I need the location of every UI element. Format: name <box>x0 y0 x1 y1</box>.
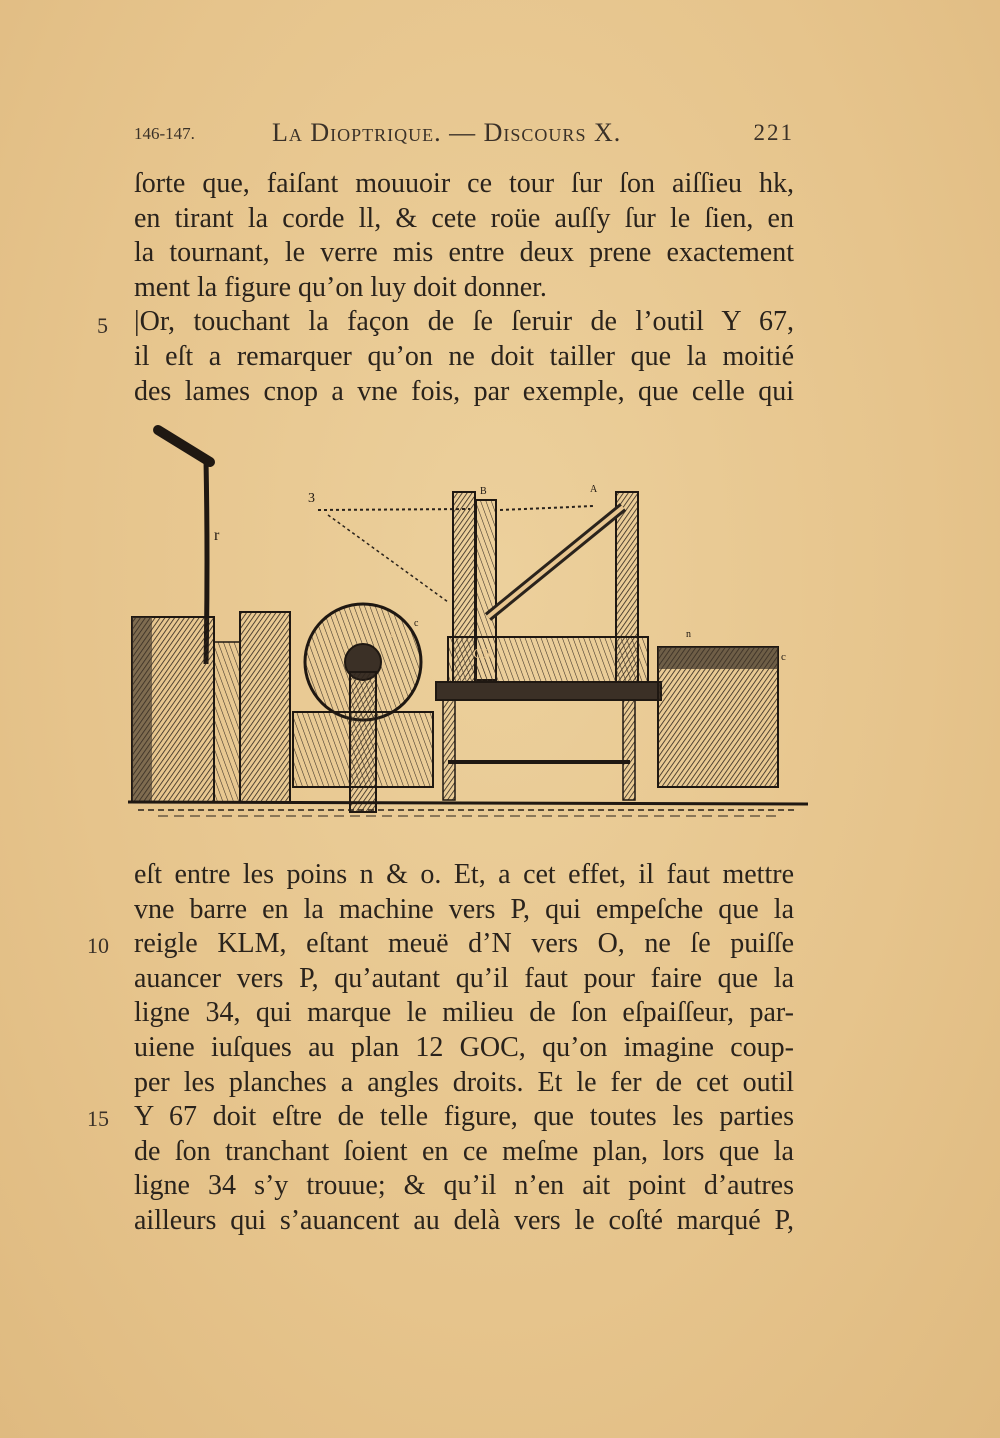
text-line: ligne 34, qui marque le milieu de ſon eſpaiſſeur, par- <box>134 997 794 1029</box>
figure-label-3: 3 <box>308 491 315 506</box>
text-line: uiene iuſques au plan 12 GOC, qu’on imagine coup- <box>134 1031 794 1063</box>
figure-label-gr: GR <box>473 647 493 662</box>
line-number-5: 5 <box>97 313 108 338</box>
running-header <box>134 118 794 152</box>
lens-grinding-machine-illustration <box>118 412 808 832</box>
text-paragraph-top <box>134 167 794 409</box>
line-number-10: 10 <box>87 933 109 958</box>
text-line: eſt entre les poins n & o. Et, a cet effet, il faut mettre <box>134 859 794 890</box>
figure-label-r: r <box>214 527 220 544</box>
text-line: ligne 34 s’y trouue; & qu’il n’en ait point d’autres <box>134 1170 794 1202</box>
text-line: reigle KLM, eſtant meuë d’N vers O, ne ſe puiſſe <box>134 928 794 960</box>
page-number: 221 <box>753 120 794 145</box>
text-line: en tirant la corde ll, & cete roüe auſſy ſur le ſien, en <box>134 202 794 234</box>
text-line: de ſon tranchant ſoient en ce meſme plan, lors que la <box>134 1135 794 1167</box>
page-range: 146-147. <box>134 124 195 143</box>
text-line: vne barre en la machine vers P, qui empeſche que la <box>134 893 794 925</box>
figure-label-n: n <box>686 629 691 640</box>
figure-label-a2: a <box>390 629 395 640</box>
figure-label-a: A <box>590 484 598 495</box>
running-title: La Dioptrique. — Discours X. <box>272 118 622 147</box>
text-line: il eſt a remarquer qu’on ne doit tailler que la moitié <box>134 340 794 372</box>
text-line: Y 67 doit eſtre de telle figure, que toutes les parties <box>134 1101 794 1133</box>
text-line: |Or, touchant la façon de ſe ſeruir de l’outil Y 67, <box>134 306 794 338</box>
text-line: auancer vers P, qu’autant qu’il faut pour faire que la <box>134 962 794 994</box>
text-line: ment la figure qu’on luy doit donner. <box>134 271 547 303</box>
text-line: des lames cnop a vne fois, par exemple, que celle qui <box>134 375 794 407</box>
machine-engraving <box>118 412 808 832</box>
figure-label-c2: c <box>781 651 786 663</box>
text-line: ailleurs qui s’auancent au delà vers le coſté marqué P, <box>134 1204 794 1236</box>
text-line: la tournant, le verre mis entre deux prene exactement <box>134 237 794 269</box>
line-number-15: 15 <box>87 1106 109 1131</box>
figure-label-c1: c <box>414 618 419 629</box>
text-paragraph-bottom <box>134 858 794 1239</box>
text-line: per les planches a angles droits. Et le fer de cet outil <box>134 1066 794 1098</box>
text-line: ſorte que, faiſant mouuoir ce tour ſur ſon aiſſieu hk, <box>134 168 794 199</box>
figure-label-b: B <box>480 486 487 497</box>
